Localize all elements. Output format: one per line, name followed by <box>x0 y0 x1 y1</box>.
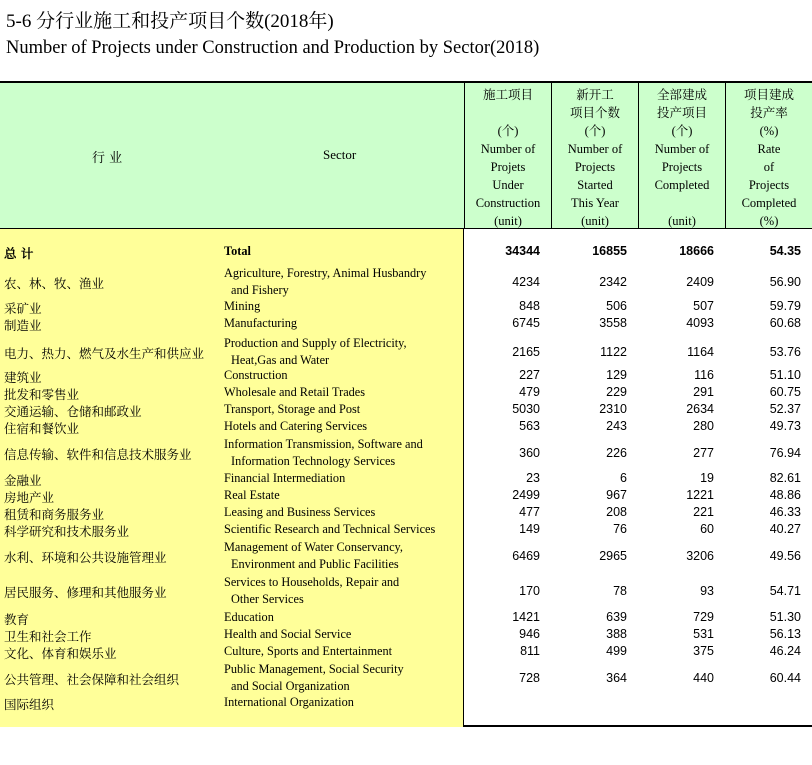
value-rate: 49.73 <box>769 419 801 433</box>
row-industry-cn: 交通运输、仓储和邮政业 <box>4 404 142 419</box>
header-line: (unit) <box>668 214 696 228</box>
row-sector-en <box>224 504 375 521</box>
row-industry-cn: 教育 <box>4 612 30 627</box>
row-industry-cn: 科学研究和技术服务业 <box>4 524 130 539</box>
header-line: Projects <box>574 160 616 174</box>
row-industry-cn: 总 计 <box>4 246 34 261</box>
value-completed: 507 <box>693 299 714 313</box>
row-industry-cn: 制造业 <box>4 318 42 333</box>
value-started: 78 <box>613 584 627 598</box>
header-line: Projets <box>490 160 526 174</box>
value-under-construction: 360 <box>519 446 540 460</box>
header-line: This Year <box>571 196 619 210</box>
sector-line: International Organization <box>224 695 354 709</box>
header-col-rate-completed <box>725 83 812 228</box>
value-started: 967 <box>606 488 627 502</box>
value-under-construction: 170 <box>519 584 540 598</box>
value-completed: 4093 <box>686 316 714 330</box>
value-rate: 40.27 <box>769 522 801 536</box>
header-line: (个) <box>584 124 606 138</box>
sector-line: Education <box>224 610 274 624</box>
sector-line: Culture, Sports and Entertainment <box>224 644 393 658</box>
value-rate: 46.33 <box>769 505 801 519</box>
header-line: Number of <box>654 142 710 156</box>
value-rate: 48.86 <box>769 488 801 502</box>
sector-line: Hotels and Catering Services <box>224 419 368 433</box>
row-sector-en <box>224 367 288 384</box>
value-rate: 60.75 <box>769 385 801 399</box>
row-sector-en <box>224 487 280 504</box>
row-sector-en <box>224 401 360 418</box>
page-title-cn: 5-6 分行业施工和投产项目个数(2018年) <box>6 11 334 32</box>
header-line: (unit) <box>494 214 522 228</box>
value-rate: 60.68 <box>769 316 801 330</box>
sector-line: Health and Social Service <box>224 627 352 641</box>
value-started: 2310 <box>599 402 627 416</box>
row-industry-cn: 租赁和商务服务业 <box>4 507 105 522</box>
value-rate: 51.10 <box>769 368 801 382</box>
value-completed: 375 <box>693 644 714 658</box>
row-sector-en <box>224 694 354 711</box>
value-under-construction: 23 <box>526 471 540 485</box>
header-line: Construction <box>475 196 541 210</box>
sector-line: Production and Supply of Electricity, <box>224 336 407 350</box>
sector-line: Public Management, Social Security <box>224 662 404 676</box>
value-completed: 3206 <box>686 549 714 563</box>
sector-line: Transport, Storage and Post <box>224 402 361 416</box>
value-started: 243 <box>606 419 627 433</box>
value-under-construction: 1421 <box>512 610 540 624</box>
value-rate: 56.90 <box>769 275 801 289</box>
value-under-construction: 563 <box>519 419 540 433</box>
header-line: 投产率 <box>750 106 788 120</box>
value-completed: 2634 <box>686 402 714 416</box>
header-industry: 行 业 <box>92 151 123 166</box>
value-rate: 46.24 <box>769 644 801 658</box>
sector-line: Agriculture, Forestry, Animal Husbandry <box>224 266 427 280</box>
value-completed: 277 <box>693 446 714 460</box>
value-completed: 280 <box>693 419 714 433</box>
value-started: 208 <box>606 505 627 519</box>
value-under-construction: 2499 <box>512 488 540 502</box>
sector-line: Environment and Public Facilities <box>231 557 399 571</box>
value-completed: 19 <box>700 471 714 485</box>
value-rate: 49.56 <box>769 549 801 563</box>
value-under-construction: 728 <box>519 671 540 685</box>
value-completed: 60 <box>700 522 714 536</box>
row-sector-en <box>224 384 365 401</box>
row-sector-en <box>224 243 251 260</box>
row-industry-cn: 文化、体育和娱乐业 <box>4 646 117 661</box>
row-industry-cn: 农、林、牧、渔业 <box>4 276 105 291</box>
row-sector-en <box>224 609 274 626</box>
value-under-construction: 4234 <box>512 275 540 289</box>
header-line: Started <box>577 178 613 192</box>
value-completed: 116 <box>694 368 714 382</box>
value-started: 388 <box>606 627 627 641</box>
value-under-construction: 946 <box>519 627 540 641</box>
row-industry-cn: 金融业 <box>4 473 42 488</box>
row-sector-en <box>224 643 392 660</box>
header-line <box>465 104 551 122</box>
value-started: 639 <box>606 610 627 624</box>
header-sector: Sector <box>323 147 357 162</box>
value-under-construction: 811 <box>520 644 540 658</box>
value-started: 229 <box>606 385 627 399</box>
data-table <box>0 81 812 727</box>
row-sector-en <box>224 626 351 643</box>
value-under-construction: 149 <box>519 522 540 536</box>
value-started: 129 <box>606 368 627 382</box>
value-completed: 1221 <box>686 488 714 502</box>
header-line <box>639 194 725 212</box>
sector-line: Real Estate <box>224 488 280 502</box>
header-col-started-this-year <box>551 83 638 228</box>
header-col-completed <box>638 83 725 228</box>
value-completed: 440 <box>693 671 714 685</box>
value-under-construction: 227 <box>519 368 540 382</box>
value-under-construction: 34344 <box>505 244 540 258</box>
value-completed: 1164 <box>687 345 714 359</box>
value-started: 6 <box>620 471 627 485</box>
value-under-construction: 5030 <box>512 402 540 416</box>
value-completed: 291 <box>693 385 714 399</box>
row-industry-cn: 国际组织 <box>4 697 55 712</box>
value-completed: 2409 <box>686 275 714 289</box>
value-rate: 59.79 <box>769 299 801 313</box>
value-completed: 93 <box>700 584 714 598</box>
value-under-construction: 6745 <box>512 316 540 330</box>
value-under-construction: 477 <box>519 505 540 519</box>
row-industry-cn: 公共管理、社会保障和社会组织 <box>4 672 180 687</box>
row-industry-cn: 水利、环境和公共设施管理业 <box>4 550 167 565</box>
value-rate: 56.13 <box>769 627 801 641</box>
header-line: 全部建成 <box>656 88 707 102</box>
value-under-construction: 2165 <box>512 345 540 359</box>
value-under-construction: 479 <box>519 385 540 399</box>
header-line: 投产项目 <box>656 106 707 120</box>
value-rate: 54.71 <box>769 584 801 598</box>
sector-line: Construction <box>224 368 288 382</box>
value-started: 2342 <box>599 275 627 289</box>
header-line: Number of <box>480 142 536 156</box>
value-completed: 729 <box>693 610 714 624</box>
header-col-under-construction <box>464 83 551 228</box>
sector-line: Heat,Gas and Water <box>231 353 330 367</box>
page-title-en: Number of Projects under Construction and Production by Sector(2018) <box>6 38 540 58</box>
row-sector-en <box>224 661 404 695</box>
row-sector-en <box>224 265 426 299</box>
row-sector-en <box>224 315 297 332</box>
row-sector-en <box>224 521 435 538</box>
row-sector-en <box>224 436 423 470</box>
sector-line: Management of Water Conservancy, <box>224 540 403 554</box>
value-under-construction: 6469 <box>512 549 540 563</box>
row-sector-en <box>224 574 399 608</box>
header-line: Completed <box>654 178 710 192</box>
value-started: 76 <box>613 522 627 536</box>
row-industry-cn: 建筑业 <box>4 370 42 385</box>
sector-line: Scientific Research and Technical Services <box>224 522 436 536</box>
sector-line: Wholesale and Retail Trades <box>224 385 366 399</box>
header-line: 新开工 <box>576 88 614 102</box>
header-line: 项目个数 <box>569 106 620 120</box>
sector-line: Services to Households, Repair and <box>224 575 400 589</box>
value-rate: 76.94 <box>769 446 801 460</box>
value-rate: 60.44 <box>769 671 801 685</box>
value-started: 364 <box>606 671 627 685</box>
header-line: (unit) <box>581 214 609 228</box>
value-rate: 53.76 <box>769 345 801 359</box>
sector-line: Total <box>224 244 251 258</box>
row-sector-en <box>224 335 407 369</box>
value-completed: 18666 <box>679 244 714 258</box>
value-started: 506 <box>606 299 627 313</box>
header-line: (%) <box>759 214 779 228</box>
sector-line: Mining <box>224 299 261 313</box>
sector-line: and Social Organization <box>231 679 350 693</box>
value-started: 226 <box>606 446 627 460</box>
row-industry-cn: 采矿业 <box>4 301 42 316</box>
row-sector-en <box>224 298 260 315</box>
header-line: 施工项目 <box>482 88 533 102</box>
row-industry-cn: 居民服务、修理和其他服务业 <box>4 585 167 600</box>
value-started: 3558 <box>599 316 627 330</box>
row-industry-cn: 住宿和餐饮业 <box>4 421 80 436</box>
header-line: Under <box>492 178 524 192</box>
sector-line: Other Services <box>231 592 304 606</box>
sector-line: Leasing and Business Services <box>224 505 376 519</box>
value-completed: 221 <box>693 505 714 519</box>
table-header <box>0 83 812 229</box>
value-started: 499 <box>606 644 627 658</box>
value-completed: 531 <box>693 627 714 641</box>
header-line: (个) <box>497 124 519 138</box>
value-rate: 54.35 <box>769 244 801 258</box>
header-line: Number of <box>567 142 623 156</box>
header-line: Completed <box>741 196 797 210</box>
row-industry-cn: 房地产业 <box>4 490 55 505</box>
sector-line: Information Technology Services <box>231 454 396 468</box>
row-industry-cn: 卫生和社会工作 <box>4 629 92 644</box>
header-line: of <box>763 160 775 174</box>
row-industry-cn: 批发和零售业 <box>4 387 80 402</box>
value-rate: 51.30 <box>769 610 801 624</box>
value-started: 2965 <box>599 549 627 563</box>
header-line: Rate <box>757 142 781 156</box>
row-industry-cn: 电力、热力、燃气及水生产和供应业 <box>4 346 205 361</box>
sector-line: Information Transmission, Software and <box>224 437 423 451</box>
value-rate: 82.61 <box>769 471 801 485</box>
row-industry-cn: 信息传输、软件和信息技术服务业 <box>4 447 192 462</box>
header-line: Projects <box>748 178 790 192</box>
sector-line: Financial Intermediation <box>224 471 346 485</box>
row-sector-en <box>224 418 367 435</box>
value-rate: 52.37 <box>769 402 801 416</box>
row-sector-en <box>224 470 345 487</box>
value-under-construction: 848 <box>519 299 540 313</box>
sector-line: and Fishery <box>231 283 289 297</box>
header-line: Projects <box>661 160 703 174</box>
header-line: (%) <box>759 124 779 138</box>
sector-line: Manufacturing <box>224 316 298 330</box>
header-line: (个) <box>671 124 693 138</box>
value-started: 1122 <box>600 345 627 359</box>
value-started: 16855 <box>592 244 627 258</box>
header-line: 项目建成 <box>743 88 794 102</box>
row-sector-en <box>224 539 403 573</box>
